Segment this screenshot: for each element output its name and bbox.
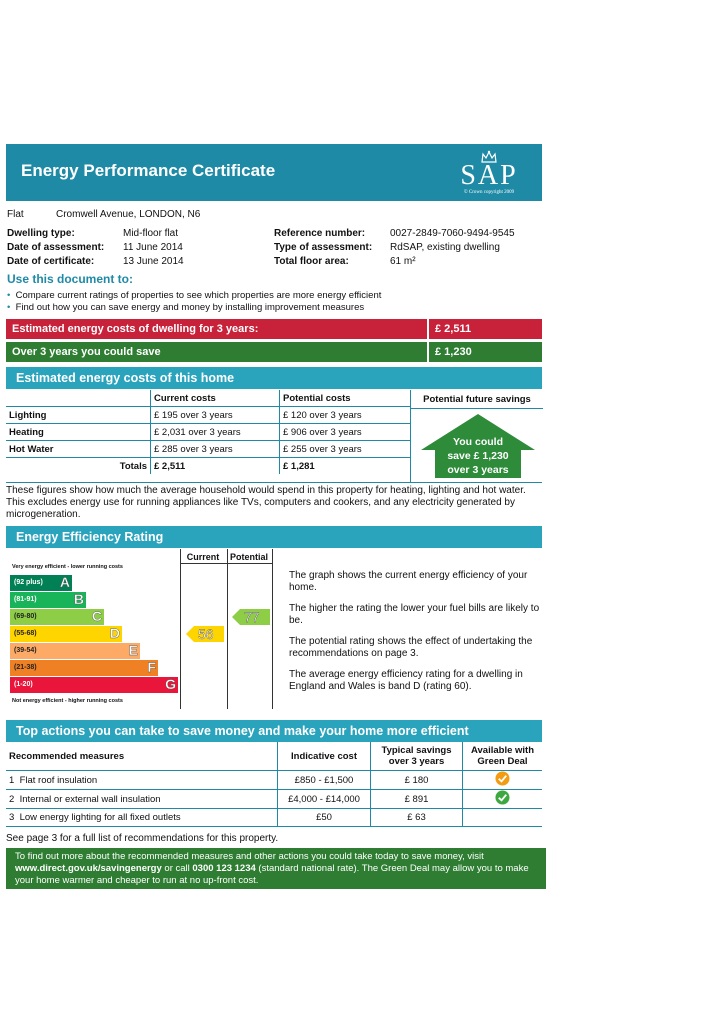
col-green-deal: Available with Green Deal <box>463 742 543 771</box>
rating-band-f <box>10 660 158 676</box>
rating-band-g <box>10 677 178 693</box>
certificate-title: Energy Performance Certificate <box>21 161 276 180</box>
col-potential-costs: Potential costs <box>280 390 412 407</box>
certificate-header <box>6 144 542 201</box>
col-typical-savings: Typical savings over 3 years <box>371 742 463 771</box>
see-page-note: See page 3 for a full list of recommendations for this property. <box>6 833 279 844</box>
action-number: 2 <box>9 793 15 805</box>
sap-logo-letters: SAP <box>460 160 518 191</box>
detail-label: Total floor area: <box>274 256 349 267</box>
action-measure: Low energy lighting for all fixed outlets <box>19 812 181 823</box>
band-letter: A <box>59 574 70 590</box>
use-document-heading: Use this document to: <box>7 272 134 286</box>
band-range: (21-38) <box>14 664 37 671</box>
totals-potential: £ 1,281 <box>280 458 412 475</box>
future-savings-panel <box>410 390 543 482</box>
crown-icon <box>481 150 497 164</box>
detail-label: Dwelling type: <box>7 228 75 239</box>
sap-copyright: © Crown copyright 2009 <box>463 190 515 195</box>
cost-potential: £ 120 over 3 years <box>280 407 412 424</box>
cost-current: £ 285 over 3 years <box>151 441 280 458</box>
savingenergy-link[interactable]: www.direct.gov.uk/savingenergy <box>15 863 162 874</box>
sap-logo <box>454 150 524 198</box>
cost-row-label: Heating <box>6 424 151 441</box>
action-row <box>6 809 542 827</box>
rating-band-c <box>10 609 104 625</box>
use-bullet: • Compare current ratings of properties to see which properties are more energy efficient <box>7 290 382 301</box>
eer-bottom-note: Not energy efficient - higher running costs <box>12 698 123 704</box>
totals-current: £ 2,511 <box>151 458 280 475</box>
cost-current: £ 195 over 3 years <box>151 407 280 424</box>
rating-band-b <box>10 592 86 608</box>
band-letter: D <box>109 625 120 641</box>
detail-value: 13 June 2014 <box>123 256 184 267</box>
phone-number: 0300 123 1234 <box>192 863 256 874</box>
details-right <box>274 228 515 270</box>
action-savings: £ 180 <box>371 771 463 790</box>
action-cost: £850 - £1,500 <box>278 771 371 790</box>
band-range: (69-80) <box>14 613 37 620</box>
savings-bar <box>6 342 542 362</box>
potential-rating-arrow <box>232 609 270 625</box>
bar-label: Estimated energy costs of dwelling for 3 years: <box>12 323 259 335</box>
property-address: Cromwell Avenue, LONDON, N6 <box>56 209 201 220</box>
band-range: (92 plus) <box>14 579 43 586</box>
detail-value: 0027-2849-7060-9494-9545 <box>390 228 515 239</box>
band-letter: B <box>73 591 84 607</box>
col-current-costs: Current costs <box>151 390 280 407</box>
detail-label: Date of assessment: <box>7 242 105 253</box>
cost-potential: £ 255 over 3 years <box>280 441 412 458</box>
col-future-savings: Potential future savings <box>411 390 543 409</box>
property-type: Flat <box>7 209 24 220</box>
cost-potential: £ 906 over 3 years <box>280 424 412 441</box>
band-range: (1-20) <box>14 681 33 688</box>
costs-section-heading: Estimated energy costs of this home <box>6 367 542 389</box>
band-letter: C <box>91 608 102 624</box>
eer-top-note: Very energy efficient - lower running costs <box>12 564 123 570</box>
band-range: (55-68) <box>14 630 37 637</box>
actions-section-heading: Top actions you can take to save money and make your home more efficient <box>6 720 542 742</box>
actions-table <box>6 742 542 827</box>
col-recommended-measures: Recommended measures <box>9 750 125 762</box>
action-row <box>6 790 542 809</box>
rating-band-d <box>10 626 122 642</box>
band-letter: G <box>165 676 176 692</box>
bar-label: Over 3 years you could save <box>12 346 161 358</box>
totals-label: Totals <box>119 460 147 472</box>
detail-label: Reference number: <box>274 228 366 239</box>
band-letter: F <box>147 659 156 675</box>
action-number: 3 <box>9 812 15 823</box>
action-cost: £50 <box>278 809 371 827</box>
savings-house-text: You could save £ 1,230 over 3 years <box>447 436 509 476</box>
action-cost: £4,000 - £14,000 <box>278 790 371 809</box>
bar-value: £ 1,230 <box>427 342 472 362</box>
detail-value: Mid-floor flat <box>123 228 179 239</box>
details-left <box>7 228 184 270</box>
band-range: (81-91) <box>14 596 37 603</box>
eer-paragraph: The potential rating shows the effect of undertaking the recommendations on page 3. <box>289 636 533 659</box>
band-letter: E <box>128 642 138 658</box>
col-current-rating: Current <box>186 552 220 562</box>
estimated-costs-bar <box>6 319 542 339</box>
eer-explanation <box>289 570 541 693</box>
green-deal-green-check-icon <box>495 790 510 805</box>
action-number: 1 <box>9 774 15 786</box>
costs-table <box>6 390 411 474</box>
col-potential-rating: Potential <box>229 552 268 562</box>
detail-label: Date of certificate: <box>7 256 95 267</box>
detail-value: RdSAP, existing dwelling <box>390 242 500 253</box>
cost-current: £ 2,031 over 3 years <box>151 424 280 441</box>
cost-row-label: Lighting <box>6 407 151 424</box>
eer-chart <box>6 549 272 709</box>
green-deal-orange-check-icon <box>495 771 510 786</box>
action-savings: £ 63 <box>371 809 463 827</box>
detail-label: Type of assessment: <box>274 242 373 253</box>
rating-band-e <box>10 643 140 659</box>
rating-band-a <box>10 575 72 591</box>
action-row <box>6 771 542 790</box>
detail-value: 61 m² <box>390 256 416 267</box>
green-deal-footer: To find out more about the recommended measures and other actions you could take today to save money, visit www.direct.gov.uk/savingenergy or call 0300 123 1234 (standard national rate). The Green Deal may allow you to make your home warmer and cheaper to run at no up-front cost. <box>6 848 546 889</box>
band-range: (39-54) <box>14 647 37 654</box>
current-rating-value: 56 <box>198 626 214 642</box>
bar-value: £ 2,511 <box>427 319 471 339</box>
eer-paragraph: The higher the rating the lower your fuel bills are likely to be. <box>289 603 540 626</box>
col-indicative-cost: Indicative cost <box>278 742 371 771</box>
current-rating-arrow <box>186 626 224 642</box>
costs-note: These figures show how much the average household would spend in this property for heating, lighting and hot water. This excludes energy use for running appliances like TVs, computers and cookers, and any electricity generated by microgeneration. <box>6 485 526 520</box>
detail-value: 11 June 2014 <box>123 242 183 253</box>
eer-paragraph: The graph shows the current energy efficiency of your home. <box>289 570 528 593</box>
cost-row-label: Hot Water <box>6 441 151 458</box>
action-measure: Internal or external wall insulation <box>19 793 161 805</box>
potential-rating-value: 77 <box>244 609 260 625</box>
action-savings: £ 891 <box>371 790 463 809</box>
eer-section-heading: Energy Efficiency Rating <box>6 526 542 548</box>
use-bullet: • Find out how you can save energy and money by installing improvement measures <box>7 302 365 313</box>
action-measure: Flat roof insulation <box>19 774 98 786</box>
eer-paragraph: The average energy efficiency rating for a dwelling in England and Wales is band D (rating 60). <box>289 669 523 692</box>
